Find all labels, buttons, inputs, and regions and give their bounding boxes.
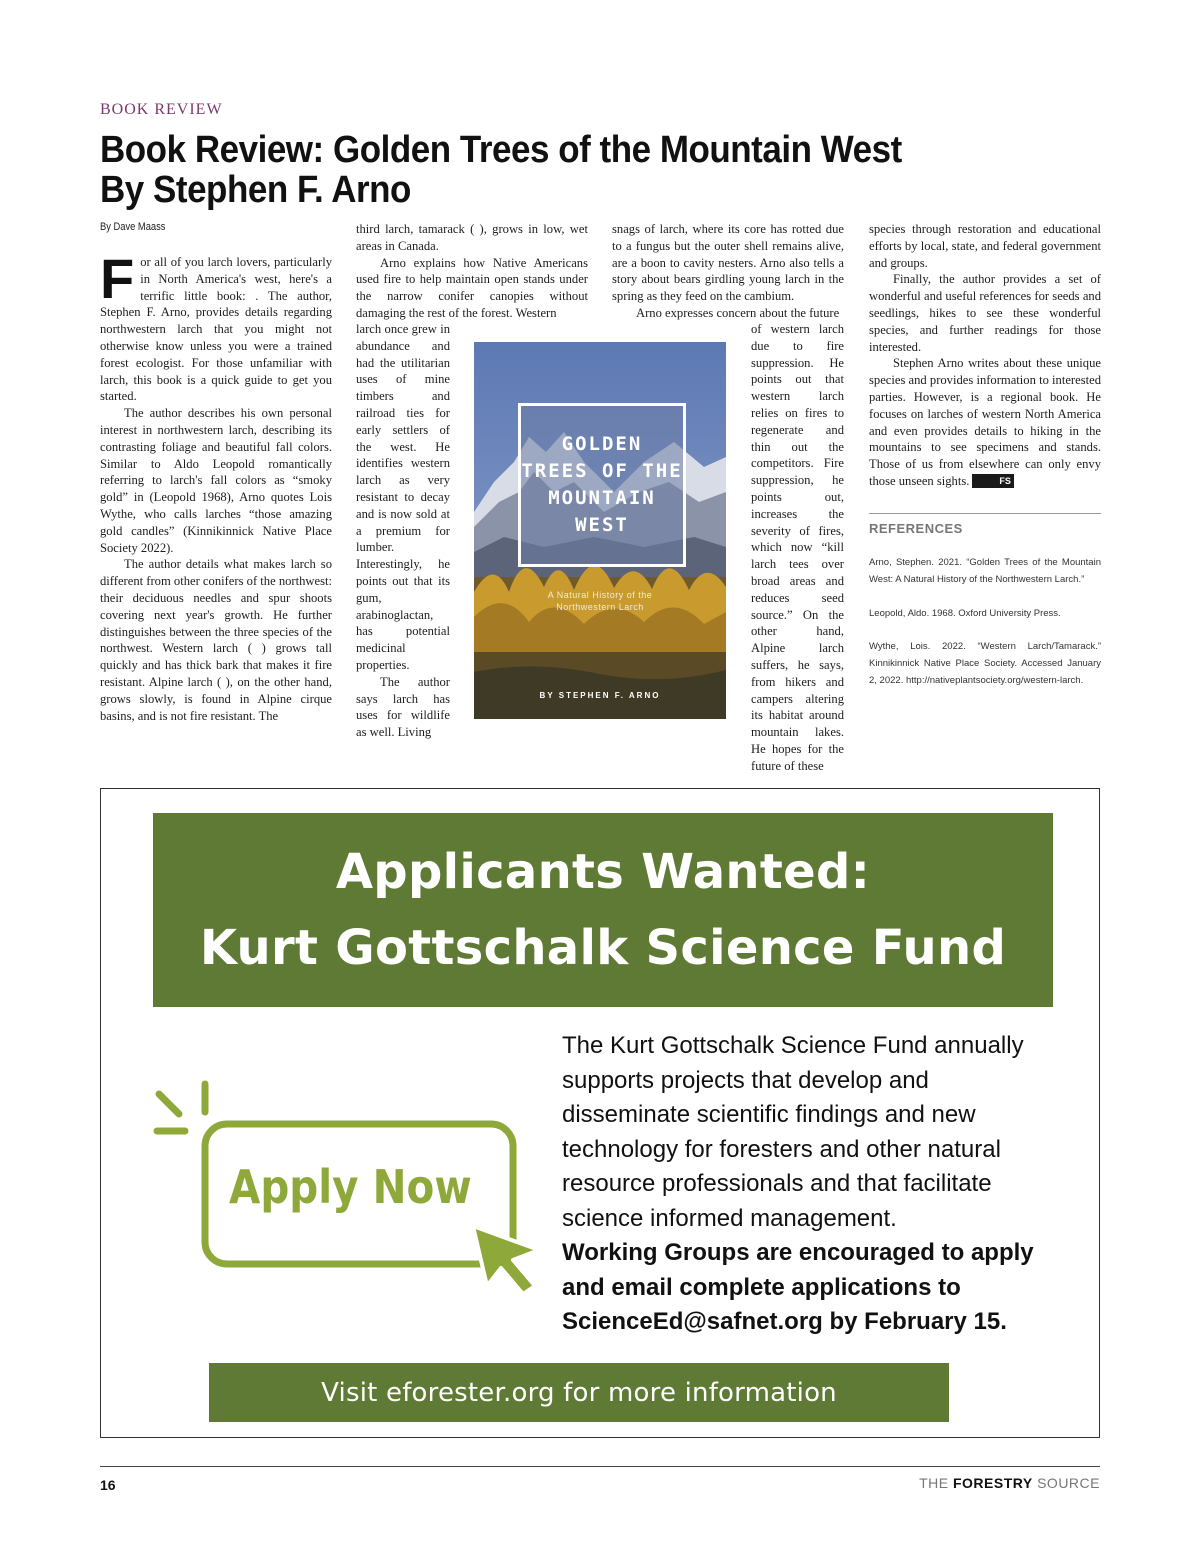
col4-paragraph-1: species through restoration and educational efforts by local, state, and federal government and groups.	[869, 222, 1101, 270]
cover-subtitle	[474, 589, 726, 613]
col3-paragraph-1: snags of larch, where its core has rotted due to a fungus but the outer shell remains alive, are a boon to cavity nesters. Arno also tells a story about bears girdling young larch in the spring as they feed on the cambium.	[612, 222, 844, 304]
magazine-prefix: THE	[919, 1475, 953, 1491]
references-heading: REFERENCES	[869, 521, 963, 536]
cover-title-line: WEST	[575, 514, 629, 536]
page-number: 16	[100, 1477, 116, 1493]
col1-paragraph-1	[100, 247, 332, 405]
magazine-name	[919, 1475, 1100, 1491]
col2-paragraph-3: The author says larch has uses for wildlife as well. Living	[356, 674, 450, 740]
article-column-3-narrow	[751, 321, 844, 775]
magazine-bold: FORESTRY	[952, 1475, 1033, 1491]
cover-title-line: TREES OF THE	[521, 460, 683, 482]
references-divider	[869, 513, 1101, 514]
col2-paragraph-2-cont: larch once grew in abundance and had the utilitarian uses of mine timbers and railroad ties for early settlers of the west. He identifies western larch as very resistant to decay and is now sold at a premium for lumber. Interestingly, he points out that its gum, arabinoglactan, has potential medicinal properties.	[356, 322, 450, 672]
article-title	[100, 130, 928, 210]
ad-footer-banner[interactable]	[209, 1363, 949, 1422]
col4-p3-text: Stephen Arno writes about these unique species and provides information to interested parties. However, is a regional book. He focuses on larches of western North America and even provides details to hiking in the mountains to see specimens and stands. Those of us from elsewhere can only envy those unseen sights.	[869, 356, 1101, 488]
col3-paragraph-2: Arno expresses concern about the future	[636, 305, 840, 320]
cursor-arrow-icon	[473, 1226, 539, 1294]
section-kicker: BOOK REVIEW	[100, 101, 223, 118]
cover-author: BY STEPHEN F. ARNO	[539, 691, 661, 700]
ad-headline-line2: Kurt Gottschalk Science Fund	[199, 920, 1007, 976]
col2-paragraph-1: third larch, tamarack ( ), grows in low, wet areas in Canada.	[356, 222, 588, 253]
advertisement-box	[100, 788, 1100, 1438]
cover-title	[521, 431, 682, 539]
footer-rule	[100, 1466, 1100, 1467]
book-cover-image	[474, 342, 726, 719]
ad-body-regular: The Kurt Gottschalk Science Fund annually supports projects that develop and disseminate scientific findings and new technology for foresters and other natural resource professionals and that facilitate science informed management.	[562, 1032, 1024, 1232]
apply-now-label[interactable]: Apply Now	[229, 1160, 472, 1214]
cover-subtitle-line: A Natural History of the	[547, 590, 653, 600]
byline: By Dave Maass	[100, 221, 166, 233]
drop-cap: F	[100, 247, 135, 310]
col1-paragraph-3: The author details what makes larch so different from other conifers of the northwest: their deciduous needles and spur shoots covering next year's growth. He further distinguishes between the three species of the northwest. Western larch ( ) grows tall quickly and has thick bark that makes it fire resistant. Alpine larch ( ), on the other hand, grows slowly, is found in Alpine cirque basins, and is not fire resistant. The	[100, 557, 332, 723]
end-mark-badge: FS	[972, 474, 1014, 488]
col2-paragraph-2: Arno explains how Native Americans used fire to help maintain open stands under the narrow conifer canopies without damaging the rest of the forest. Western	[356, 255, 588, 320]
click-spark-icon	[157, 1084, 205, 1131]
references-list	[869, 555, 1101, 707]
article-column-1	[100, 247, 332, 724]
col1-p1-text: or all of you larch lovers, particularly in North America's west, here's a terrific little book: . The author, Stephen F. Arno, provides details regarding northwestern larch that you might not otherwise know unless you were a trained forest ecologist. For those unfamiliar with larch, this book is a quick guide to get you started.	[100, 255, 332, 404]
cover-subtitle-line: Northwestern Larch	[556, 602, 644, 612]
col4-paragraph-3	[869, 355, 1101, 489]
cover-title-box	[518, 403, 686, 567]
ad-footer-text: Visit eforester.org for more information	[321, 1377, 837, 1408]
article-column-2-top	[356, 221, 588, 322]
article-title-line2: By Stephen F. Arno	[100, 169, 411, 211]
reference-item: Leopold, Aldo. 1968. Oxford University Press.	[869, 607, 1061, 619]
reference-item: Wythe, Lois. 2022. “Western Larch/Tamarack.” Kinnikinnick Native Place Society. Accessed January 2, 2022. http://nativeplantsociety.org/western-larch.	[869, 641, 1101, 686]
col1-paragraph-2: The author describes his own personal interest in northwestern larch, describing its contrasting foliage and beautiful fall colors. Similar to Aldo Leopold romantically referring to larch's fall colors as “smoky gold” in (Leopold 1968), Arno quotes Lois Wythe, who calls larches “those amazing gold candles” (Kinnikinnick Native Place Society 2022).	[100, 406, 332, 555]
col3-paragraph-2-cont: of western larch due to fire suppression. He points out that western larch relies on fires to regenerate and thin out the competitors. Fire suppression, he points out, increases the severity of fires, which now “kill larch tees over broad areas and reduces seed source.” On the other hand, Alpine larch suffers, he says, from hikers and campers altering its habitat around mountain lakes. He hopes for the future of these	[751, 322, 844, 773]
cover-title-line: GOLDEN	[561, 433, 643, 455]
reference-item: Arno, Stephen. 2021. “Golden Trees of the Mountain West: A Natural History of the Northwestern Larch.”	[869, 557, 1101, 585]
magazine-suffix: SOURCE	[1032, 1475, 1100, 1491]
col4-paragraph-2: Finally, the author provides a set of wonderful and useful references for seeds and seedlings, hikes to see these wonderful species, and further readings for those interested.	[869, 272, 1101, 354]
article-title-line1: Book Review: Golden Trees of the Mountain West	[100, 129, 902, 171]
cover-title-line: MOUNTAIN	[548, 487, 656, 509]
ad-headline-banner	[153, 813, 1053, 1007]
article-column-2-narrow	[356, 321, 450, 741]
article-column-3-top	[612, 221, 844, 322]
ad-body-text	[562, 1029, 1062, 1340]
ad-body-bold: Working Groups are encouraged to apply and email complete applications to ScienceEd@safnet.org by February 15.	[562, 1239, 1034, 1335]
ad-headline-line1: Applicants Wanted:	[335, 844, 871, 900]
article-column-4	[869, 221, 1101, 490]
